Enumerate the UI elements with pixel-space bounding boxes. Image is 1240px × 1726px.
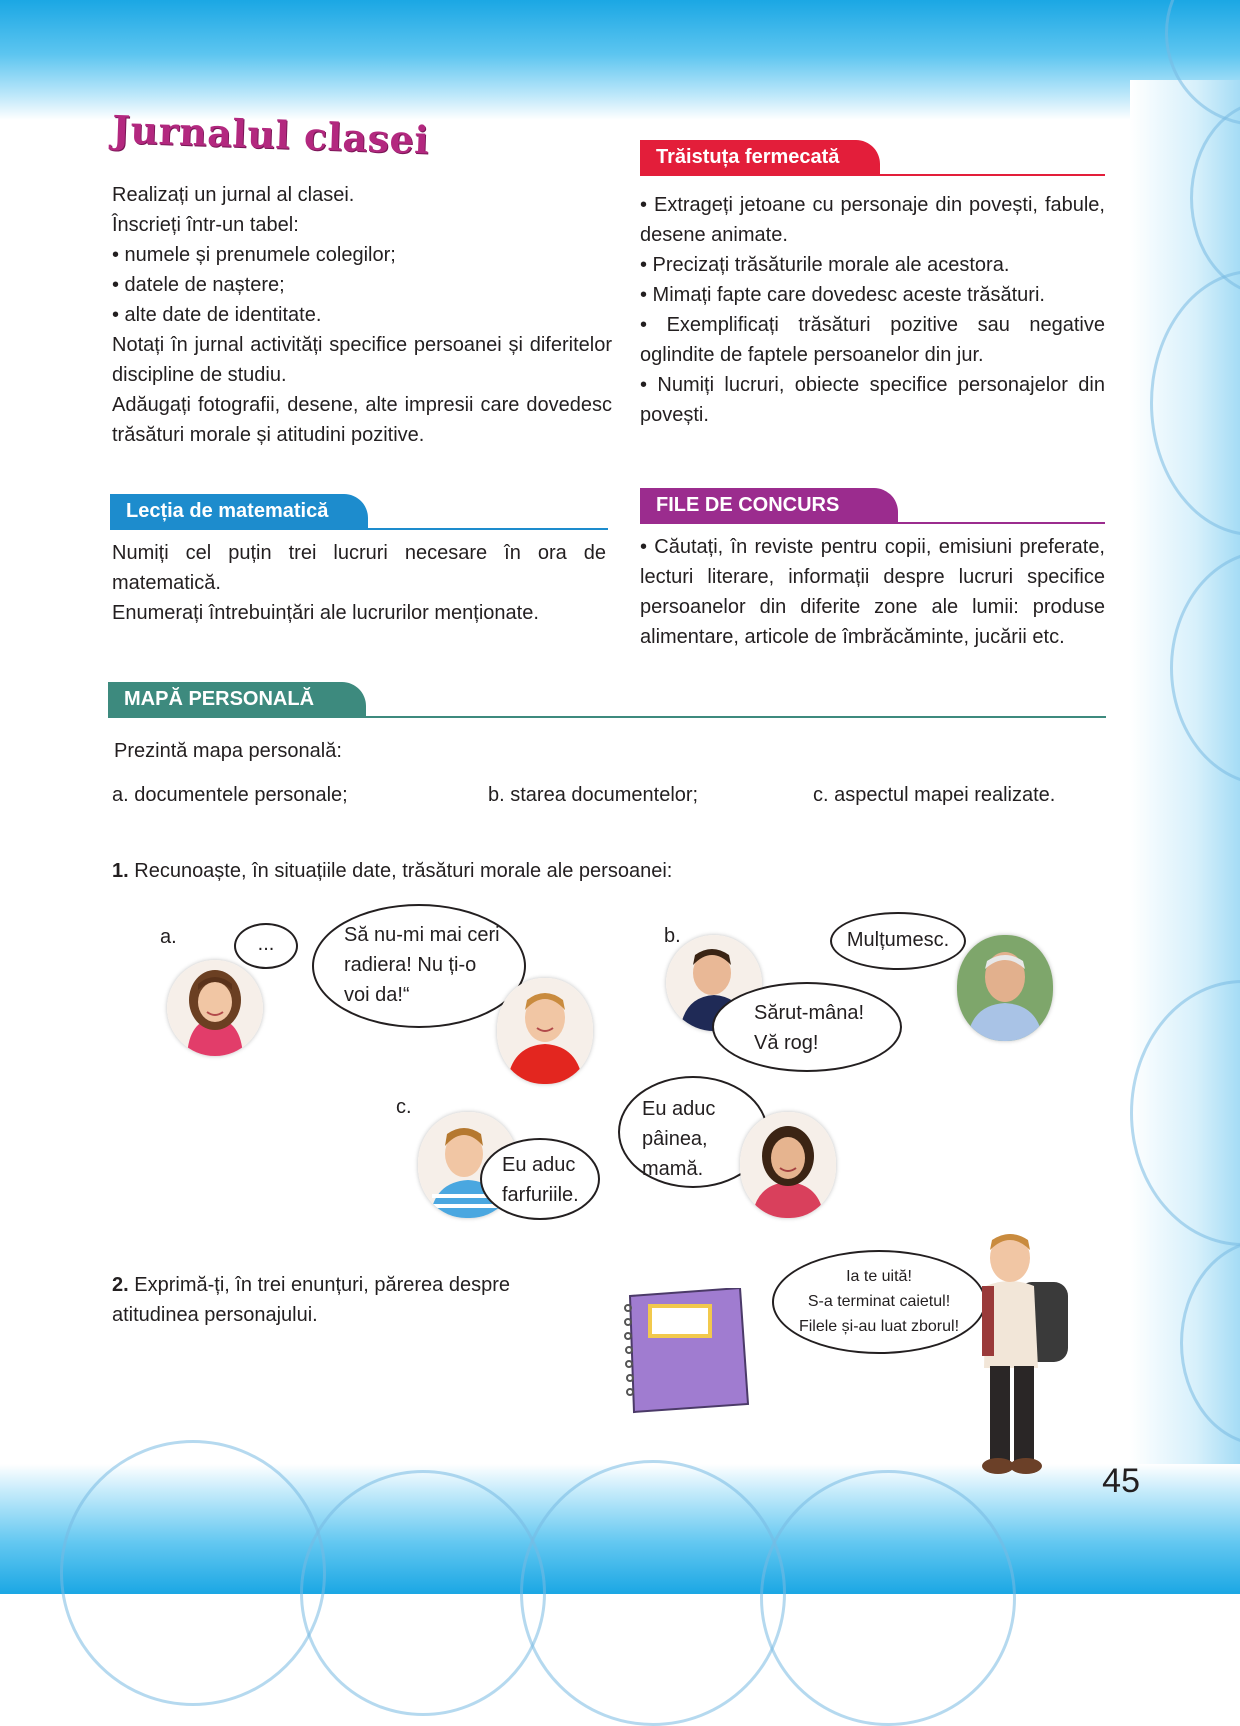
journal-line: Realizați un jurnal al clasei.: [112, 184, 355, 206]
mapa-item: a. documentele personale;: [112, 784, 348, 806]
journal-line: • alte date de identitate.: [112, 304, 322, 326]
bubble-line: Filele și-au luat zborul!: [798, 1318, 960, 1335]
speech-bubble: Eu aduc pâinea, mamă.: [618, 1076, 768, 1188]
lectia-underline: [110, 528, 608, 530]
traistuta-line: • Extrageți jetoane cu personaje din povești, fabule, desene animate.: [640, 194, 1105, 246]
elderly-man-portrait-icon: [957, 935, 1053, 1041]
speech-bubble: ...: [234, 923, 298, 969]
journal-line: • datele de naștere;: [112, 274, 285, 296]
girl-portrait-icon: [167, 960, 263, 1056]
concurs-underline: [640, 522, 1105, 524]
bubble-line: Ia te uită!: [846, 1268, 912, 1285]
journal-line: Înscrieți într-un tabel:: [112, 214, 299, 236]
journal-line: • numele și prenumele colegilor;: [112, 244, 396, 266]
mapa-underline: [108, 716, 1106, 718]
schoolboy-illustration: [956, 1228, 1086, 1480]
traistuta-line: • Numiți lucruri, obiecte specifice personajelor din povești.: [640, 374, 1105, 426]
scene-c-label: c.: [396, 1096, 412, 1118]
grandfather-avatar: [957, 935, 1053, 1041]
journal-text: [112, 180, 612, 450]
traistuta-line: • Precizați trăsăturile morale ale acestora.: [640, 254, 1010, 276]
concurs-text: • Căutați, în reviste pentru copii, emisiuni preferate, lecturi literare, informații despre lucruri specifice persoanelor din diferite zone ale lumii: produse alimentare, articole de îmbrăcăminte, jucării etc.: [640, 536, 1105, 648]
ex2-number: 2.: [112, 1274, 129, 1296]
mapa-item: c. aspectul mapei realizate.: [813, 784, 1056, 806]
traistuta-underline: [640, 174, 1105, 176]
speech-bubble: Sărut-mâna! Vă rog!: [712, 982, 902, 1072]
ex2-instruction: [112, 1270, 582, 1330]
ex1-text: Recunoaște, în situațiile date, trăsături morale ale persoanei:: [134, 860, 673, 882]
traistuta-header: Trăistuța fermecată: [640, 140, 880, 174]
page-title: Jurnalul clasei: [111, 106, 431, 163]
decor-ring: [300, 1470, 546, 1716]
lectia-line: Enumerați întrebuințări ale lucrurilor menționate.: [112, 602, 539, 624]
speech-bubble: [772, 1250, 986, 1354]
mapa-item: b. starea documentelor;: [488, 784, 699, 806]
decor-ring: [520, 1460, 786, 1726]
decor-ring: [760, 1470, 1016, 1726]
speech-bubble: Mulțumesc.: [830, 912, 966, 970]
ex2-text: Exprimă-ți, în trei enunțuri, părerea despre atitudinea personajului.: [112, 1274, 510, 1326]
journal-line: Notați în jurnal activități specifice persoanei și diferitelor discipline de studiu.: [112, 334, 612, 386]
speech-bubble: Eu aduc farfuriile.: [480, 1138, 600, 1220]
girl-portrait-icon: [740, 1112, 836, 1218]
scene-b-label: b.: [664, 925, 681, 947]
traistuta-text: [640, 190, 1105, 430]
lectia-line: Numiți cel puțin trei lucruri necesare în ora de matematică.: [112, 542, 606, 594]
ex1-number: 1.: [112, 860, 129, 882]
lectia-header: Lecția de matematică: [110, 494, 368, 528]
schoolboy-with-backpack-icon: [956, 1228, 1086, 1480]
ex1-instruction: [112, 856, 672, 886]
traistuta-line: • Exemplificați trăsături pozitive sau negative oglindite de faptele persoanelor din jur.: [640, 314, 1105, 366]
boy-red-shirt-avatar: [497, 978, 593, 1084]
girl-smiling-avatar: [740, 1112, 836, 1218]
traistuta-line: • Mimați fapte care dovedesc aceste trăsături.: [640, 284, 1045, 306]
scene-a-label: a.: [160, 926, 177, 948]
bubble-line: S-a terminat caietul!: [807, 1293, 951, 1310]
journal-line: Adăugați fotografii, desene, alte impresii care dovedesc trăsături morale și atitudini pozitive.: [112, 394, 612, 446]
boy-portrait-icon: [497, 978, 593, 1084]
notebook-icon: [620, 1288, 752, 1416]
lectia-text: [112, 538, 606, 628]
concurs-header: FILE DE CONCURS: [640, 488, 898, 522]
top-gradient-band: [0, 0, 1240, 120]
girl-avatar: [167, 960, 263, 1056]
mapa-header: MAPĂ PERSONALĂ: [108, 682, 366, 716]
decor-ring: [60, 1440, 326, 1706]
mapa-intro: Prezintă mapa personală:: [114, 740, 342, 762]
page-number: 45: [1102, 1462, 1140, 1500]
notebook-illustration: [620, 1288, 752, 1416]
speech-bubble: Să nu-mi mai ceri radiera! Nu ți-o voi da!“: [312, 904, 526, 1028]
